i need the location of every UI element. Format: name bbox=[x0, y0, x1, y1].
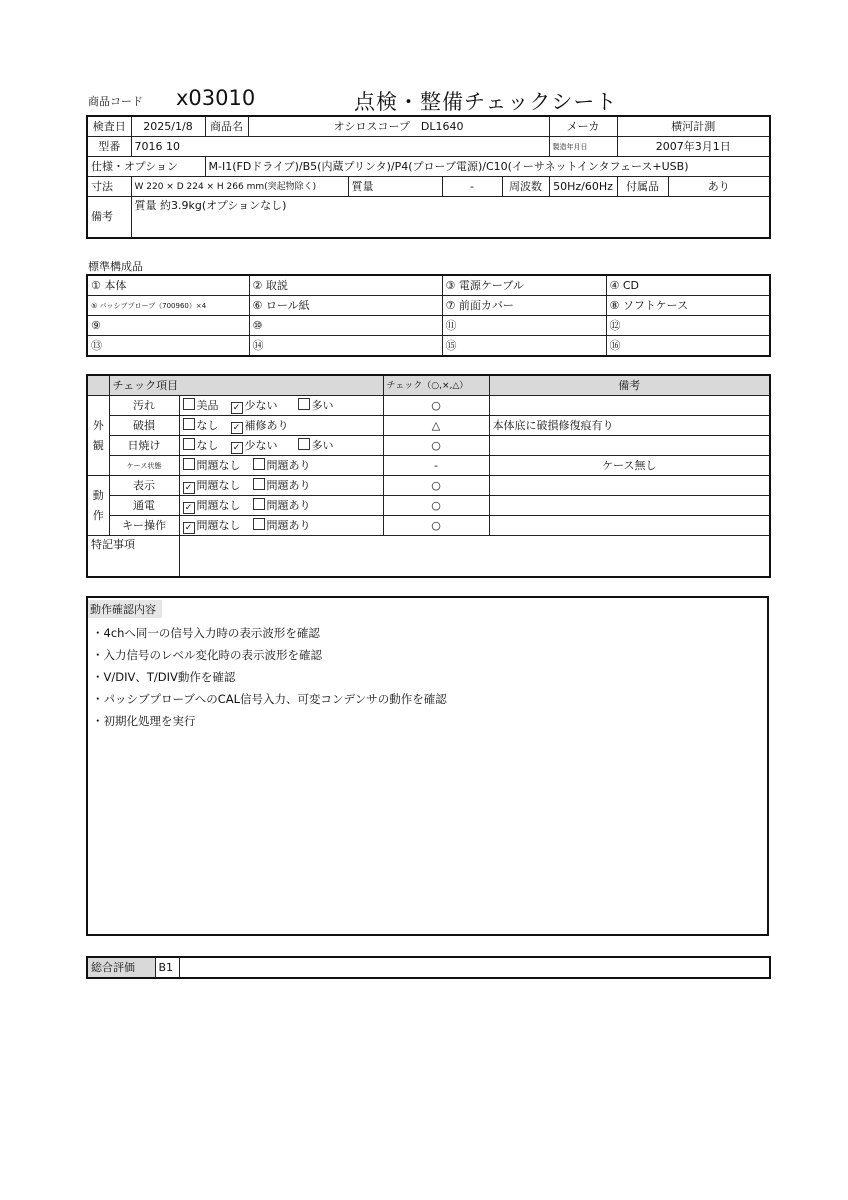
info-table bbox=[86, 115, 771, 239]
check-item-name: 通電 bbox=[109, 496, 179, 516]
operation-line: ・入力信号のレベル変化時の表示波形を確認 bbox=[92, 648, 322, 662]
check-note bbox=[489, 476, 770, 496]
check-result: ○ bbox=[383, 516, 489, 536]
evaluation-grade: B1 bbox=[155, 957, 179, 978]
check-option-label: 少ない bbox=[244, 398, 278, 412]
check-note bbox=[489, 516, 770, 536]
check-item-name: 汚れ bbox=[109, 396, 179, 416]
check-result: ○ bbox=[383, 476, 489, 496]
checkbox-checked-icon: ✓ bbox=[183, 502, 195, 514]
evaluation-blank bbox=[179, 957, 770, 978]
notes-label: 備考 bbox=[87, 197, 131, 239]
check-header-item: チェック項目 bbox=[109, 375, 383, 396]
check-note: 本体底に破損修復痕有り bbox=[489, 416, 770, 436]
check-result: - bbox=[383, 456, 489, 476]
check-note bbox=[489, 396, 770, 416]
product-name-label: 商品名 bbox=[205, 116, 248, 137]
checkbox-icon bbox=[298, 438, 310, 450]
inspection-date-label: 検査日 bbox=[87, 116, 131, 137]
check-note: ケース無し bbox=[489, 456, 770, 476]
checkbox-checked-icon: ✓ bbox=[231, 422, 243, 434]
checkbox-checked-icon: ✓ bbox=[183, 522, 195, 534]
checkbox-icon bbox=[183, 398, 195, 410]
checkbox-checked-icon: ✓ bbox=[183, 482, 195, 494]
checkbox-icon bbox=[253, 518, 265, 530]
check-options bbox=[179, 436, 383, 456]
model-label: 型番 bbox=[87, 137, 131, 157]
operation-line: ・初期化処理を実行 bbox=[92, 714, 196, 728]
check-options bbox=[179, 476, 383, 496]
special-notes-value bbox=[179, 536, 770, 578]
checkbox-icon bbox=[298, 398, 310, 410]
check-options bbox=[179, 516, 383, 536]
check-header-result: チェック（○,×,△） bbox=[383, 375, 489, 396]
manufacture-date: 2007年3月1日 bbox=[617, 137, 770, 157]
weight-label: 質量 bbox=[348, 177, 442, 197]
weight-value: - bbox=[442, 177, 502, 197]
check-option-label: 問題なし bbox=[196, 518, 241, 532]
operation-check-list bbox=[88, 622, 767, 732]
check-option-label: 問題あり bbox=[266, 478, 311, 492]
operation-check-box bbox=[86, 596, 769, 936]
check-item-name: 破損 bbox=[109, 416, 179, 436]
check-option-label: 問題なし bbox=[196, 478, 241, 492]
check-result: ○ bbox=[383, 436, 489, 456]
component-item: ⑩ bbox=[249, 316, 442, 336]
component-item: ⑭ bbox=[249, 336, 442, 357]
dimensions-value: W 220 × D 224 × H 266 mm(突起物除く) bbox=[131, 177, 348, 197]
checkbox-icon bbox=[183, 438, 195, 450]
maker: 横河計測 bbox=[617, 116, 770, 137]
component-item: ⑨ bbox=[87, 316, 249, 336]
check-result: △ bbox=[383, 416, 489, 436]
product-code-label: 商品コード bbox=[88, 95, 143, 108]
component-item: ② 取説 bbox=[249, 275, 442, 296]
dimensions-label: 寸法 bbox=[87, 177, 131, 197]
component-item: ① 本体 bbox=[87, 275, 249, 296]
component-item: ⑮ bbox=[442, 336, 606, 357]
accessory-label: 付属品 bbox=[617, 177, 668, 197]
operation-line: ・4chへ同一の信号入力時の表示波形を確認 bbox=[92, 626, 320, 640]
component-item: ⑪ bbox=[442, 316, 606, 336]
check-row bbox=[87, 476, 770, 496]
check-option-label: 問題あり bbox=[266, 458, 311, 472]
check-option-label: 問題あり bbox=[266, 498, 311, 512]
operation-line: ・V/DIV、T/DIV動作を確認 bbox=[92, 670, 236, 684]
check-header-blank bbox=[87, 375, 109, 396]
product-code: x03010 bbox=[176, 86, 256, 110]
inspection-date: 2025/1/8 bbox=[131, 116, 205, 137]
components-title: 標準構成品 bbox=[88, 260, 143, 273]
check-option-label: なし bbox=[196, 418, 219, 432]
check-result: ○ bbox=[383, 396, 489, 416]
check-item-name: ケース状態 bbox=[109, 456, 179, 476]
check-row bbox=[87, 496, 770, 516]
operation-line: ・パッシブプローブへのCAL信号入力、可変コンデンサの動作を確認 bbox=[92, 692, 447, 706]
check-item-name: 表示 bbox=[109, 476, 179, 496]
check-row bbox=[87, 416, 770, 436]
page-title: 点検・整備チェックシート bbox=[354, 90, 618, 114]
check-option-label: 問題あり bbox=[266, 518, 311, 532]
component-item: ⑫ bbox=[606, 316, 770, 336]
checkbox-checked-icon: ✓ bbox=[231, 442, 243, 454]
check-row bbox=[87, 436, 770, 456]
options-label: 仕様・オプション bbox=[87, 157, 205, 177]
check-item-name: キー操作 bbox=[109, 516, 179, 536]
check-item-name: 日焼け bbox=[109, 436, 179, 456]
checkbox-icon bbox=[183, 458, 195, 470]
check-row bbox=[87, 516, 770, 536]
component-item: ⑬ bbox=[87, 336, 249, 357]
frequency-value: 50Hz/60Hz bbox=[549, 177, 617, 197]
check-options bbox=[179, 496, 383, 516]
product-name: オシロスコープ DL1640 bbox=[248, 116, 549, 137]
checkbox-icon bbox=[253, 478, 265, 490]
component-item: ④ CD bbox=[606, 275, 770, 296]
check-option-label: 問題なし bbox=[196, 498, 241, 512]
check-option-label: 美品 bbox=[196, 398, 219, 412]
group-exterior: 外観 bbox=[87, 396, 109, 476]
check-option-label: 多い bbox=[311, 398, 334, 412]
special-notes-label: 特記事項 bbox=[87, 536, 179, 578]
component-item: ③ 電源ケーブル bbox=[442, 275, 606, 296]
check-note bbox=[489, 496, 770, 516]
component-item: ⑧ ソフトケース bbox=[606, 296, 770, 316]
evaluation-label: 総合評価 bbox=[87, 957, 155, 978]
check-row bbox=[87, 456, 770, 476]
component-item: ⑯ bbox=[606, 336, 770, 357]
frequency-label: 周波数 bbox=[502, 177, 549, 197]
component-item: ⑦ 前面カバー bbox=[442, 296, 606, 316]
notes-value: 質量 約3.9kg(オプションなし) bbox=[131, 197, 770, 239]
check-options bbox=[179, 396, 383, 416]
checkbox-icon bbox=[253, 498, 265, 510]
check-note bbox=[489, 436, 770, 456]
component-item: ⑥ ロール紙 bbox=[249, 296, 442, 316]
accessory-value: あり bbox=[668, 177, 770, 197]
check-option-label: 少ない bbox=[244, 438, 278, 452]
check-table bbox=[86, 374, 771, 578]
maker-label: メーカ bbox=[549, 116, 617, 137]
component-item: ⑤ パッシブプローブ（700960）×4 bbox=[87, 296, 249, 316]
operation-check-title: 動作確認内容 bbox=[88, 600, 162, 618]
check-option-label: 補修あり bbox=[244, 418, 289, 432]
check-options bbox=[179, 416, 383, 436]
checkbox-checked-icon: ✓ bbox=[231, 402, 243, 414]
manufacture-date-label: 製造年月日 bbox=[549, 137, 617, 157]
check-option-label: なし bbox=[196, 438, 219, 452]
check-row bbox=[87, 396, 770, 416]
check-options bbox=[179, 456, 383, 476]
check-option-label: 多い bbox=[311, 438, 334, 452]
model-number: 7016 10 bbox=[131, 137, 549, 157]
checkbox-icon bbox=[253, 458, 265, 470]
check-option-label: 問題なし bbox=[196, 458, 241, 472]
checkbox-icon bbox=[183, 418, 195, 430]
components-table bbox=[86, 274, 771, 357]
check-header-notes: 備考 bbox=[489, 375, 770, 396]
check-result: ○ bbox=[383, 496, 489, 516]
evaluation-table bbox=[86, 956, 771, 979]
group-operation: 動作 bbox=[87, 476, 109, 536]
options-value: M-I1(FDドライブ)/B5(内蔵プリンタ)/P4(プローブ電源)/C10(イーサネットインタフェース+USB) bbox=[205, 157, 770, 177]
